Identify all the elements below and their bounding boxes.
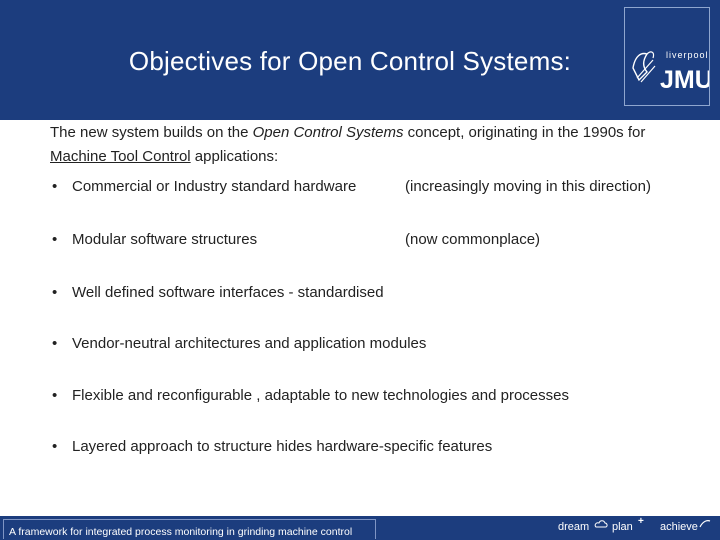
intro-text: The new system builds on the bbox=[50, 124, 253, 141]
plus-icon: + bbox=[638, 516, 644, 527]
bullet-symbol: • bbox=[52, 438, 58, 455]
footer-tag-achieve: achieve bbox=[660, 521, 698, 533]
logo-name: JMU bbox=[660, 66, 709, 94]
list-item-note: (increasingly moving in this direction) bbox=[405, 178, 651, 195]
intro-text: concept, originating in the 1990s for bbox=[403, 124, 646, 141]
title-banner bbox=[0, 0, 720, 120]
list-item-text: Layered approach to structure hides hardware-specific features bbox=[72, 438, 493, 455]
footer-caption-box bbox=[3, 519, 376, 539]
bullet-symbol: • bbox=[52, 178, 58, 195]
footer-caption: A framework for integrated process monitoring in grinding machine control bbox=[9, 526, 353, 538]
slide-title: Objectives for Open Control Systems: bbox=[128, 46, 572, 76]
list-item bbox=[0, 332, 720, 356]
jmu-logo bbox=[624, 7, 710, 106]
intro-paragraph bbox=[50, 121, 670, 169]
list-item bbox=[0, 384, 720, 408]
list-item bbox=[0, 435, 720, 459]
intro-text: applications: bbox=[190, 148, 279, 165]
list-item-text: Well defined software interfaces - standardised bbox=[72, 284, 384, 301]
footer-bar bbox=[0, 516, 720, 540]
intro-emphasis: Open Control Systems bbox=[252, 124, 404, 141]
footer-tag-plan: plan bbox=[612, 521, 633, 533]
list-item bbox=[0, 175, 720, 199]
list-item-text: Vendor-neutral architectures and application modules bbox=[72, 335, 427, 352]
list-item bbox=[0, 281, 720, 305]
intro-underlined: Machine Tool Control bbox=[50, 148, 191, 165]
list-item bbox=[0, 228, 720, 252]
liver-bird-icon bbox=[625, 8, 709, 105]
swoosh-icon bbox=[699, 518, 711, 530]
list-item-text: Flexible and reconfigurable , adaptable to new technologies and processes bbox=[72, 387, 569, 404]
footer-tag-dream: dream bbox=[558, 521, 590, 533]
list-item-note: (now commonplace) bbox=[405, 231, 541, 248]
bullet-symbol: • bbox=[52, 231, 58, 248]
logo-city: liverpool bbox=[666, 50, 709, 60]
bullet-symbol: • bbox=[52, 284, 58, 301]
list-item-text: Modular software structures bbox=[72, 231, 258, 248]
bullet-symbol: • bbox=[52, 387, 58, 404]
bullet-symbol: • bbox=[52, 335, 58, 352]
cloud-icon bbox=[594, 519, 608, 529]
list-item-text: Commercial or Industry standard hardware bbox=[72, 178, 357, 195]
